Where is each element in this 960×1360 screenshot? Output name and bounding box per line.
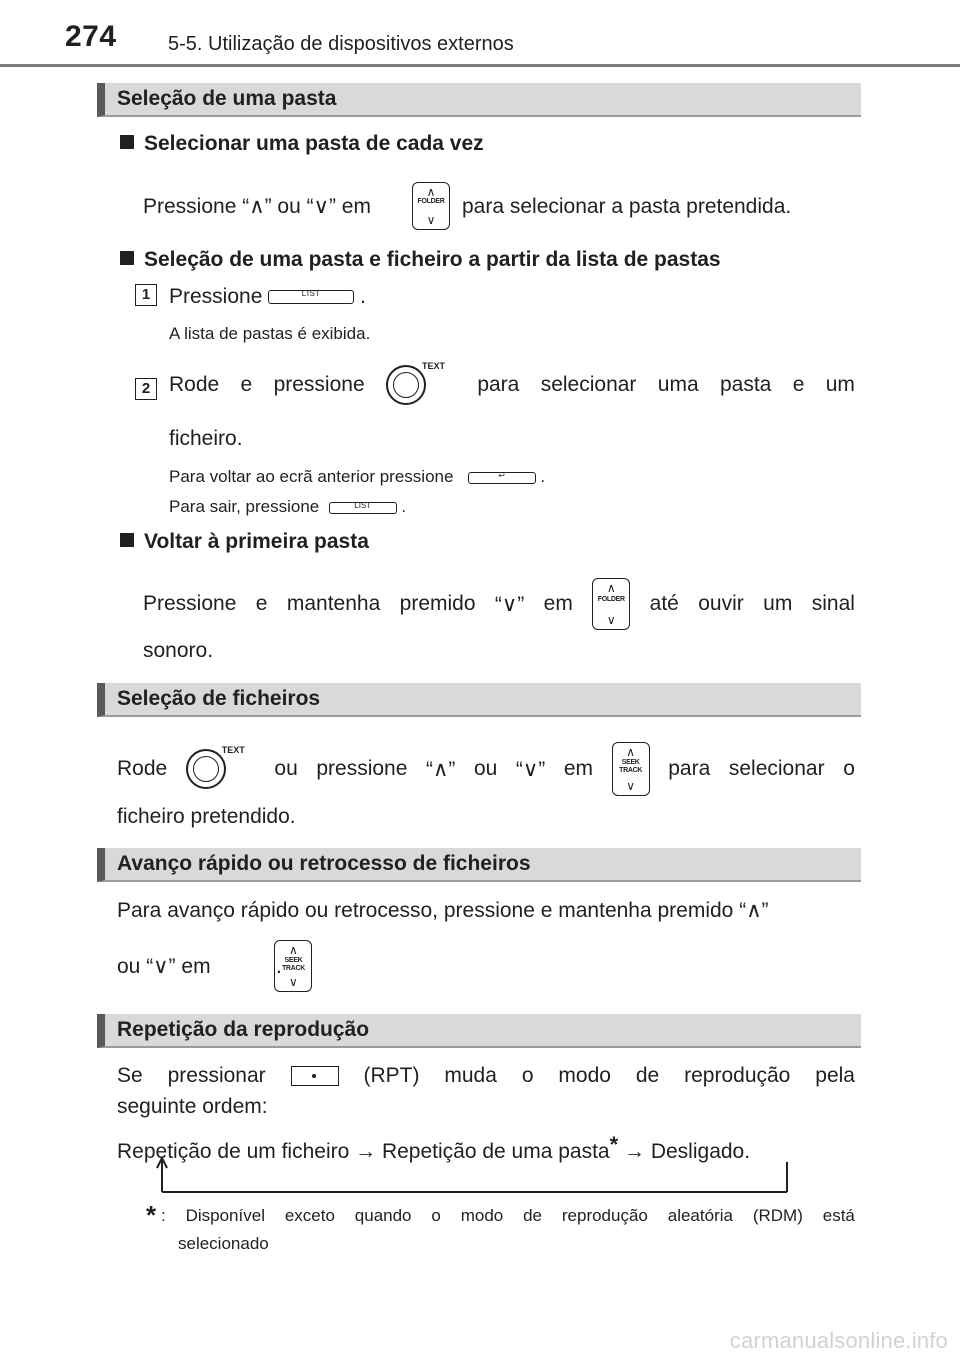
- paragraph-select-folder-end: para selecionar a pasta pretendida.: [462, 195, 792, 218]
- section-header-folder: [97, 83, 861, 117]
- folder-button-icon: ∧ FOLDER ∨: [592, 578, 630, 630]
- bullet-square-icon: [120, 533, 134, 547]
- paragraph-first-folder-1: Pressione e mantenha premido “∨” em ∧ FOLDER ∨ até ouvir um sinal: [143, 576, 855, 632]
- step-2-line-2: ficheiro.: [169, 427, 243, 450]
- subheading-one-folder: Selecionar uma pasta de cada vez: [120, 132, 484, 156]
- list-button-small-icon: LIST: [329, 502, 397, 514]
- header-rule: [0, 64, 960, 67]
- step-2-note-exit: Para sair, pressione LIST .: [169, 497, 407, 516]
- section-header-repeat: [97, 1014, 861, 1048]
- paragraph-files-1: Rode TEXT ou pressione “∧” ou “∨” em ∧ SEEK TRACK ∨ para selecionar o: [117, 740, 855, 798]
- paragraph-repeat-1: Se pressionar (RPT) muda o modo de reprodução pela: [117, 1064, 855, 1087]
- footnote-line-2: selecionado: [178, 1234, 269, 1253]
- paragraph-ff-2b: .: [276, 955, 282, 978]
- list-button-icon: LIST: [268, 290, 354, 304]
- footnote-asterisk: *: [146, 1200, 157, 1230]
- step-number-2: 2: [135, 378, 157, 400]
- seek-track-button-icon: ∧ SEEK TRACK ∨: [274, 940, 312, 992]
- section-title: Avanço rápido ou retrocesso de ficheiros: [117, 852, 531, 875]
- footnote-line-1: : Disponível exceto quando o modo de reprodução aleatória (RDM) está: [161, 1206, 855, 1225]
- section-title: Seleção de ficheiros: [117, 687, 321, 710]
- section-header-fast-forward: [97, 848, 861, 882]
- section-title: Seleção de uma pasta: [117, 87, 337, 110]
- folder-button-icon: ∧ FOLDER ∨: [412, 182, 450, 230]
- chapter-title: 5-5. Utilização de dispositivos externos: [168, 33, 514, 55]
- paragraph-repeat-2: seguinte ordem:: [117, 1095, 268, 1118]
- bullet-square-icon: [120, 135, 134, 149]
- subheading-folder-list: Seleção de uma pasta e ficheiro a partir da lista de pastas: [120, 248, 721, 272]
- back-button-icon: ↩: [468, 472, 536, 484]
- step-number-1: 1: [135, 284, 157, 306]
- bullet-square-icon: [120, 251, 134, 265]
- step-1-note: A lista de pastas é exibida.: [169, 324, 371, 343]
- paragraph-ff-1: Para avanço rápido ou retrocesso, pressione e mantenha premido “∧”: [117, 899, 769, 922]
- section-title: Repetição da reprodução: [117, 1018, 370, 1041]
- step-2-note-back: Para voltar ao ecrã anterior pressione ↩ .: [169, 467, 546, 486]
- paragraph-files-2: ficheiro pretendido.: [117, 805, 296, 828]
- watermark: carmanualsonline.info: [729, 1328, 948, 1353]
- repeat-order: Repetição de um ficheiro → Repetição de uma pasta* → Desligado.: [117, 1132, 751, 1163]
- page-number: 274: [65, 20, 117, 53]
- subheading-first-folder: Voltar à primeira pasta: [120, 530, 369, 554]
- paragraph-first-folder-2: sonoro.: [143, 639, 214, 662]
- repeat-cycle-arrow: [150, 1156, 800, 1196]
- paragraph-select-folder: Pressione “∧” ou “∨” em: [143, 195, 371, 218]
- step-2-line-1: Rode e pressione TEXT para selecionar uma pasta e um: [169, 362, 855, 408]
- text-knob-icon: TEXT: [386, 363, 456, 407]
- seek-track-button-icon: ∧ SEEK TRACK ∨: [612, 742, 650, 796]
- section-header-files: [97, 683, 861, 717]
- step-1-text: Pressione LIST .: [169, 285, 366, 308]
- text-knob-icon: TEXT: [186, 747, 256, 791]
- rpt-button-icon: [291, 1066, 339, 1086]
- paragraph-ff-2a: ou “∨” em: [117, 955, 211, 978]
